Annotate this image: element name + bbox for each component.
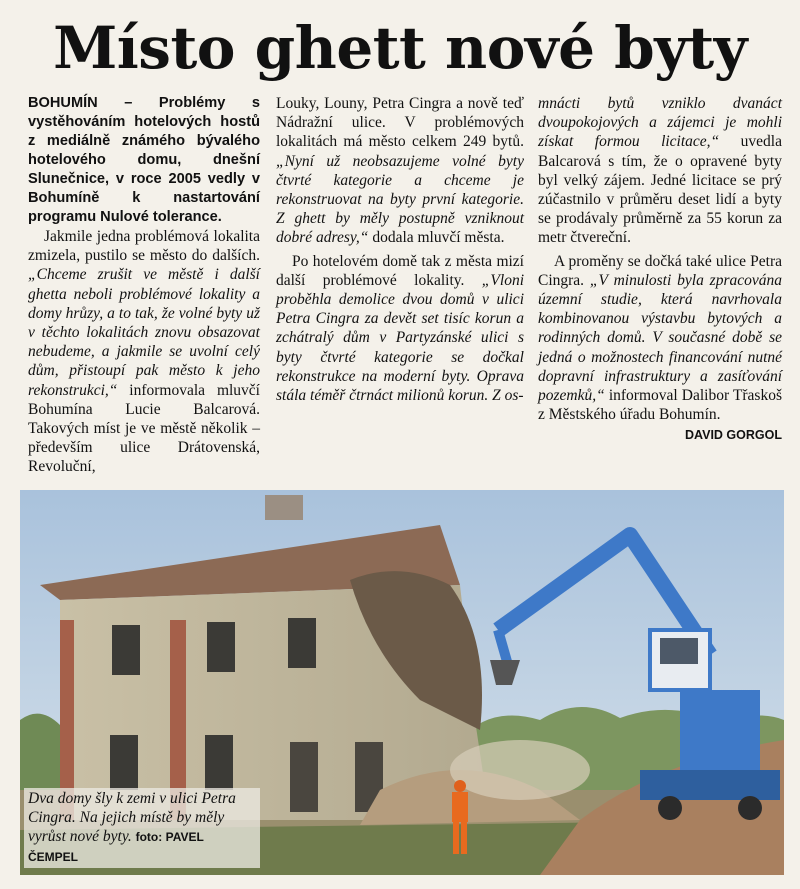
- quote: mnácti bytů vzniklo dvanáct dvoupokojových a zájemci je mohli získat formou licitace,“: [538, 95, 782, 151]
- article-column-2: [276, 94, 524, 514]
- text: dodala mluvčí města.: [368, 229, 505, 247]
- byline: DAVID GORGOL: [685, 428, 782, 443]
- article-lead: BOHUMÍN – Problémy s vystěhováním hotelových hostů z mediálně známého bývalého hotelového domu, dnešní Slunečnice, v roce 2005 vedly v Bohumíně k nastartování programu Nulové tolerance.: [28, 95, 260, 225]
- article-column-1: [28, 94, 260, 514]
- text: informoval Dalibor Třaskoš z Městského úřadu Bohumín.: [538, 387, 782, 424]
- photo-credit: foto: PAVEL ČEMPEL: [28, 830, 204, 864]
- paragraph: [538, 252, 782, 443]
- text: uvedla Balcarová s tím, že o opravené byty byl velký zájem. Jedné licitace se prý zúčastnilo v průměru deset lidí a byty se prodávaly průměrně za 55 korun za metr čtvereční.: [538, 133, 782, 247]
- caption-text: Dva domy šly k zemi v ulici Petra Cingra. Na jejich místě by měly vyrůst nové byty.: [28, 790, 236, 845]
- paragraph: [28, 227, 260, 477]
- text: Louky, Louny, Petra Cingra a nově teď Nádražní ulice. V problémových lokalitách má město celkem 249 bytů.: [276, 95, 524, 151]
- quote: „Vloni proběhla demolice dvou domů v ulici Petra Cingra za devět set tisíc korun a zchátralý dům v Partyzánské ulici s byty čtvrté kategorie se dočkal rekonstrukce na moderní byty. Opravа stála téměř čtrnáct milionů korun. Z os-: [276, 271, 524, 405]
- paragraph: [276, 94, 524, 248]
- quote: „Chceme zrušit ve městě i další ghetta neboli problémové lokality a domy hrůzy, a to tak, že volné byty už v těchto lokalitách znovu obsazovat nebudeme, a jakmile se uvolní celý dům, přistoupí pak město k jeho rekonstrukci,“: [28, 266, 260, 399]
- article-column-3: [538, 94, 782, 514]
- text: informovala mluvčí Bohumína Lucie Balcarová. Takových míst je ve městě několik – především ulice Drátovenská, Revoluční,: [28, 381, 260, 476]
- text: Po hotelovém domě tak z města mizí další problémové lokality.: [276, 252, 524, 289]
- headline: Místo ghett nové byty: [53, 14, 747, 82]
- quote: „V minulosti byla zpracována územní studie, která navrhovala kombinovanou výstavbu bytových a rodinných domů. V současné době se jedná o možnostech financování nutné dopravní infrastruktury a zasíťování pozemků,“: [538, 271, 782, 405]
- text: Jakmile jedna problémová lokalita zmizela, pustilo se město do dalších.: [28, 228, 260, 265]
- paragraph: [538, 94, 782, 248]
- photo-caption: [24, 788, 260, 868]
- text: A proměny se dočká také ulice Petra Cingra.: [538, 252, 782, 289]
- paragraph: [276, 252, 524, 406]
- quote: „Nyní už neobsazujeme volné byty čtvrté kategorie a chceme je rekonstruovat na byty první kategorie. Z ghett by měly postupně vzniknout dobré adresy,“: [276, 152, 524, 247]
